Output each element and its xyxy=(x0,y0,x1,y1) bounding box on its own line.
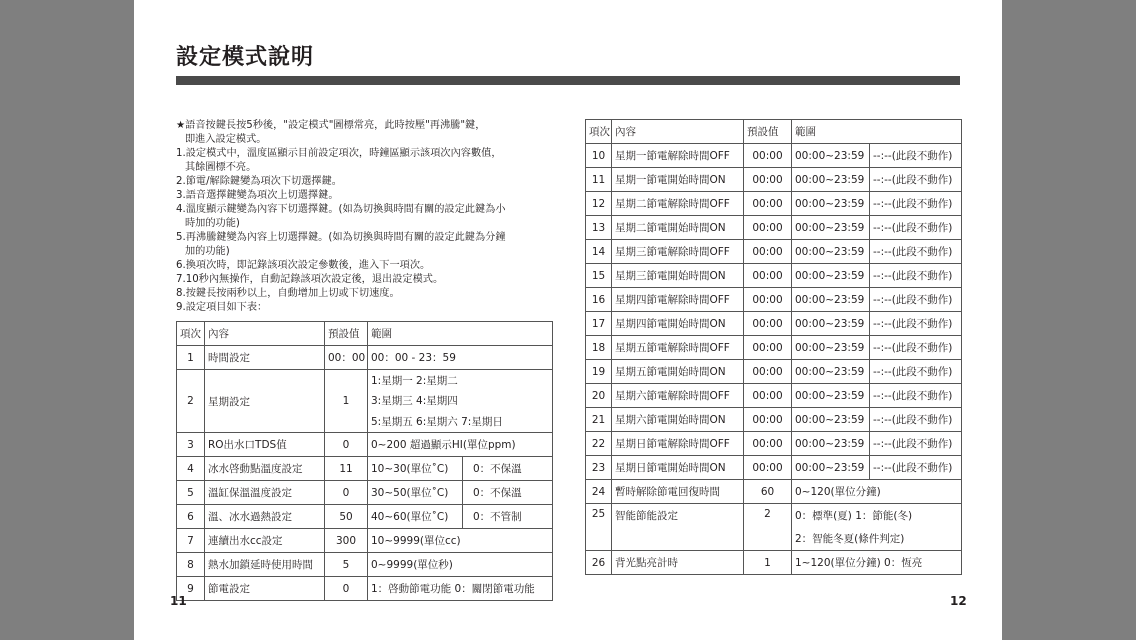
row-range: 00:00~23:59 xyxy=(792,408,870,432)
table-row xyxy=(586,168,962,192)
table-row xyxy=(586,216,962,240)
row-default: 60 xyxy=(744,480,792,504)
row-content: 星期一節電解除時間OFF xyxy=(612,144,744,168)
row-extra: --:--(此段不動作) xyxy=(870,144,962,168)
header-range: 範圍 xyxy=(792,120,962,144)
table-header-row xyxy=(177,322,553,346)
page-title: 設定模式說明 xyxy=(176,45,315,70)
row-default: 00:00 xyxy=(744,192,792,216)
row-extra: --:--(此段不動作) xyxy=(870,240,962,264)
row-content: 星期三節電開始時間ON xyxy=(612,264,744,288)
row-content: 時間設定 xyxy=(205,346,325,370)
row-no: 17 xyxy=(586,312,612,336)
row-extra: --:--(此段不動作) xyxy=(870,264,962,288)
row-content: RO出水口TDS值 xyxy=(205,433,325,457)
row-range: 00:00~23:59 xyxy=(792,264,870,288)
note-line: ★語音按鍵長按5秒後，"設定模式"圖標常亮，此時按壓"再沸騰"鍵， xyxy=(176,120,486,131)
row-default: 00:00 xyxy=(744,384,792,408)
table-row xyxy=(177,433,553,457)
instruction-notes xyxy=(176,119,556,315)
row-content: 星期設定 xyxy=(205,370,325,433)
table-row xyxy=(586,504,962,528)
table-row xyxy=(177,577,553,601)
row-default: 5 xyxy=(325,553,368,577)
row-range: 0~9999(單位秒) xyxy=(368,553,553,577)
header-content: 內容 xyxy=(205,322,325,346)
note-line: 5.再沸騰鍵變為內容上切選擇鍵。(如為切換與時間有關的設定此鍵為分鐘 xyxy=(176,232,506,243)
row-no: 20 xyxy=(586,384,612,408)
row-default: 00:00 xyxy=(744,336,792,360)
row-extra: --:--(此段不動作) xyxy=(870,192,962,216)
note-line: 時加的功能) xyxy=(185,218,240,229)
row-no: 16 xyxy=(586,288,612,312)
row-content: 星期三節電解除時間OFF xyxy=(612,240,744,264)
row-default: 00:00 xyxy=(744,264,792,288)
row-no: 5 xyxy=(177,481,205,505)
note-line: 7.10秒內無操作，自動記錄該項次設定後，退出設定模式。 xyxy=(176,274,444,285)
header-default: 預設值 xyxy=(325,322,368,346)
table-row xyxy=(177,481,553,505)
row-no: 10 xyxy=(586,144,612,168)
row-no: 19 xyxy=(586,360,612,384)
row-no: 14 xyxy=(586,240,612,264)
row-no: 1 xyxy=(177,346,205,370)
row-extra: 0：不管制 xyxy=(463,505,553,529)
table-row xyxy=(586,312,962,336)
row-content: 背光點亮計時 xyxy=(612,551,744,575)
row-default: 0 xyxy=(325,433,368,457)
note-line: 加的功能) xyxy=(185,246,230,257)
row-range: 1:星期一 2:星期二 xyxy=(368,370,553,391)
row-no: 13 xyxy=(586,216,612,240)
row-default: 00:00 xyxy=(744,408,792,432)
row-content: 連續出水cc設定 xyxy=(205,529,325,553)
row-extra: 0：不保溫 xyxy=(463,481,553,505)
row-content: 星期四節電開始時間ON xyxy=(612,312,744,336)
table-row xyxy=(586,432,962,456)
note-line: 9.設定項目如下表： xyxy=(176,302,268,313)
row-default: 0 xyxy=(325,577,368,601)
row-range: 1~120(單位分鐘) 0：恆亮 xyxy=(792,551,962,575)
note-line: 3.語音選擇鍵變為項次上切選擇鍵。 xyxy=(176,190,339,201)
row-default: 1 xyxy=(744,551,792,575)
row-extra: --:--(此段不動作) xyxy=(870,432,962,456)
row-content: 冰水啓動點溫度設定 xyxy=(205,457,325,481)
row-content: 星期五節電開始時間ON xyxy=(612,360,744,384)
table-row xyxy=(177,553,553,577)
row-range: 00:00~23:59 xyxy=(792,456,870,480)
row-range: 0：標準(夏) 1：節能(冬) xyxy=(792,504,962,528)
row-content: 星期日節電解除時間OFF xyxy=(612,432,744,456)
row-range: 0~200 超過顯示HI(單位ppm) xyxy=(368,433,553,457)
row-extra: --:--(此段不動作) xyxy=(870,168,962,192)
table-row xyxy=(586,288,962,312)
row-no: 6 xyxy=(177,505,205,529)
row-range: 00:00~23:59 xyxy=(792,144,870,168)
row-content: 星期四節電解除時間OFF xyxy=(612,288,744,312)
row-range: 00:00~23:59 xyxy=(792,216,870,240)
row-range: 00:00~23:59 xyxy=(792,192,870,216)
row-range: 10~30(單位˚C) xyxy=(368,457,463,481)
table-row xyxy=(586,144,962,168)
row-content: 星期日節電開始時間ON xyxy=(612,456,744,480)
row-content: 節電設定 xyxy=(205,577,325,601)
table-row xyxy=(177,457,553,481)
row-extra: --:--(此段不動作) xyxy=(870,336,962,360)
row-no: 22 xyxy=(586,432,612,456)
row-range: 00:00~23:59 xyxy=(792,288,870,312)
table-row xyxy=(177,346,553,370)
row-default: 00:00 xyxy=(744,432,792,456)
header-no: 項次 xyxy=(177,322,205,346)
table-header-row xyxy=(586,120,962,144)
row-range: 0~120(單位分鐘) xyxy=(792,480,962,504)
row-no: 23 xyxy=(586,456,612,480)
row-default: 00:00 xyxy=(744,216,792,240)
row-no: 11 xyxy=(586,168,612,192)
row-extra: 0：不保溫 xyxy=(463,457,553,481)
row-range: 30~50(單位˚C) xyxy=(368,481,463,505)
row-no: 4 xyxy=(177,457,205,481)
row-range: 40~60(單位˚C) xyxy=(368,505,463,529)
settings-table-right xyxy=(585,119,962,575)
table-row xyxy=(177,505,553,529)
row-range: 00:00~23:59 xyxy=(792,360,870,384)
header-content: 內容 xyxy=(612,120,744,144)
row-default: 00:00 xyxy=(744,288,792,312)
row-no: 3 xyxy=(177,433,205,457)
row-content: 星期二節電解除時間OFF xyxy=(612,192,744,216)
row-content: 星期一節電開始時間ON xyxy=(612,168,744,192)
row-range: 00:00~23:59 xyxy=(792,336,870,360)
row-content: 溫、冰水過熱設定 xyxy=(205,505,325,529)
row-content: 溫缸保溫溫度設定 xyxy=(205,481,325,505)
row-default: 50 xyxy=(325,505,368,529)
row-range: 00:00~23:59 xyxy=(792,168,870,192)
note-line: 2.節電/解除鍵變為項次下切選擇鍵。 xyxy=(176,176,342,187)
row-default: 300 xyxy=(325,529,368,553)
header-no: 項次 xyxy=(586,120,612,144)
row-no: 18 xyxy=(586,336,612,360)
table-row xyxy=(586,480,962,504)
table-row xyxy=(586,551,962,575)
row-extra: --:--(此段不動作) xyxy=(870,384,962,408)
row-range: 1：啓動節電功能 0：關閉節電功能 xyxy=(368,577,553,601)
row-default: 00:00 xyxy=(744,456,792,480)
row-no: 26 xyxy=(586,551,612,575)
note-line: 6.換項次時，即記錄該項次設定參數後，進入下一項次。 xyxy=(176,260,431,271)
row-default: 0 xyxy=(325,481,368,505)
table-row xyxy=(177,529,553,553)
table-row xyxy=(586,360,962,384)
note-line: 1.設定模式中，溫度區顯示目前設定項次，時鐘區顯示該項次內容數值， xyxy=(176,148,502,159)
page-number-right: 12 xyxy=(950,594,967,608)
row-range: 00:00~23:59 xyxy=(792,432,870,456)
row-no: 15 xyxy=(586,264,612,288)
settings-table-left xyxy=(176,321,553,601)
row-range: 00：00 - 23：59 xyxy=(368,346,553,370)
row-content: 星期六節電開始時間ON xyxy=(612,408,744,432)
row-extra: --:--(此段不動作) xyxy=(870,408,962,432)
document-spread xyxy=(134,0,1002,640)
row-content: 星期六節電解除時間OFF xyxy=(612,384,744,408)
header-range: 範圍 xyxy=(368,322,553,346)
row-no: 8 xyxy=(177,553,205,577)
row-extra: --:--(此段不動作) xyxy=(870,288,962,312)
page-number-left: 11 xyxy=(170,594,187,608)
row-default: 1 xyxy=(325,370,368,433)
table-row xyxy=(586,336,962,360)
note-line: 4.溫度顯示鍵變為內容下切選擇鍵。(如為切換與時間有關的設定此鍵為小 xyxy=(176,204,506,215)
row-range: 00:00~23:59 xyxy=(792,384,870,408)
row-content: 熱水加鎖延時使用時間 xyxy=(205,553,325,577)
row-no: 2 xyxy=(177,370,205,433)
row-default: 00:00 xyxy=(744,144,792,168)
row-default: 00:00 xyxy=(744,240,792,264)
note-line: 8.按鍵長按兩秒以上，自動增加上切或下切速度。 xyxy=(176,288,400,299)
row-range: 2：智能冬夏(條件判定) xyxy=(792,527,962,551)
table-row xyxy=(586,264,962,288)
row-no: 21 xyxy=(586,408,612,432)
row-default: 2 xyxy=(744,504,792,551)
table-row xyxy=(586,384,962,408)
row-content: 暫時解除節電回復時間 xyxy=(612,480,744,504)
row-default: 11 xyxy=(325,457,368,481)
title-rule xyxy=(176,76,960,85)
row-range: 3:星期三 4:星期四 xyxy=(368,390,553,411)
row-no: 24 xyxy=(586,480,612,504)
table-row xyxy=(586,408,962,432)
row-default: 00:00 xyxy=(744,312,792,336)
table-row xyxy=(177,370,553,391)
row-content: 星期五節電解除時間OFF xyxy=(612,336,744,360)
row-extra: --:--(此段不動作) xyxy=(870,312,962,336)
row-default: 00:00 xyxy=(744,168,792,192)
row-extra: --:--(此段不動作) xyxy=(870,216,962,240)
table-row xyxy=(586,192,962,216)
row-range: 5:星期五 6:星期六 7:星期日 xyxy=(368,411,553,433)
row-no: 9 xyxy=(177,577,205,601)
row-default: 00:00 xyxy=(744,360,792,384)
table-row xyxy=(586,456,962,480)
row-extra: --:--(此段不動作) xyxy=(870,456,962,480)
row-range: 00:00~23:59 xyxy=(792,312,870,336)
row-range: 00:00~23:59 xyxy=(792,240,870,264)
row-no: 12 xyxy=(586,192,612,216)
row-extra: --:--(此段不動作) xyxy=(870,360,962,384)
header-default: 預設值 xyxy=(744,120,792,144)
row-range: 10~9999(單位cc) xyxy=(368,529,553,553)
row-content: 星期二節電開始時間ON xyxy=(612,216,744,240)
row-no: 7 xyxy=(177,529,205,553)
note-line: 即進入設定模式。 xyxy=(185,134,267,145)
note-line: 其餘圖標不亮。 xyxy=(185,162,257,173)
row-default: 00：00 xyxy=(325,346,368,370)
row-no: 25 xyxy=(586,504,612,551)
row-content: 智能節能設定 xyxy=(612,504,744,551)
table-row xyxy=(586,240,962,264)
